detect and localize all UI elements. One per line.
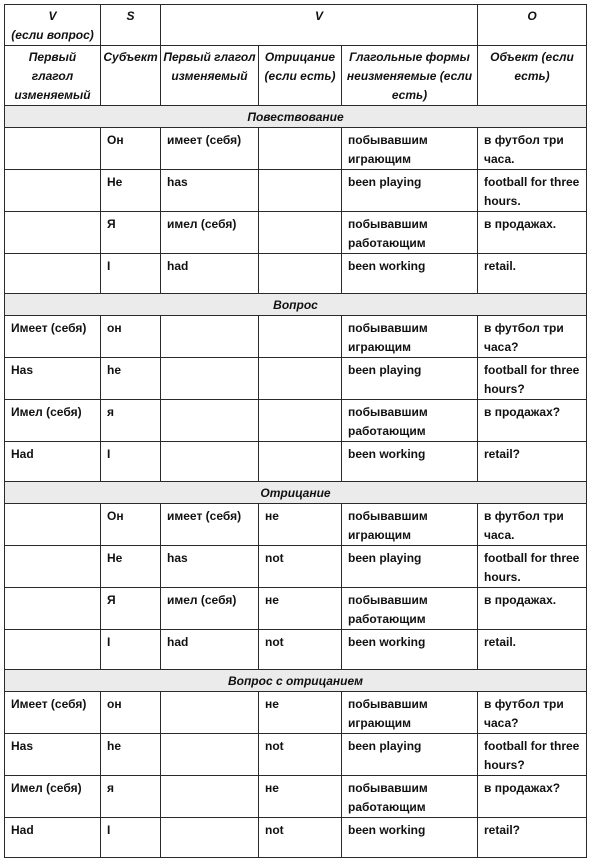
cell-negation <box>259 358 342 400</box>
section-row <box>5 670 587 692</box>
section-title: Вопрос <box>5 294 587 316</box>
cell-first-verb <box>161 818 259 858</box>
grammar-table <box>4 4 587 858</box>
cell-question-verb <box>5 546 101 588</box>
cell-verb-forms: been working <box>342 442 478 482</box>
table-row <box>5 170 587 212</box>
cell-object: retail. <box>478 254 587 294</box>
cell-negation <box>259 400 342 442</box>
cell-question-verb: Имел (себя) <box>5 400 101 442</box>
cell-first-verb: имеет (себя) <box>161 504 259 546</box>
section-row <box>5 482 587 504</box>
header-row-sub <box>5 46 587 106</box>
cell-object: в футбол три часа. <box>478 504 587 546</box>
cell-negation: not <box>259 546 342 588</box>
cell-question-verb <box>5 504 101 546</box>
cell-subject: Он <box>101 128 161 170</box>
cell-verb-forms: been working <box>342 630 478 670</box>
cell-first-verb: has <box>161 170 259 212</box>
header-verb-forms: Глагольные формы неизменяемые (если есть) <box>342 46 478 106</box>
header-first-verb: Первый глагол изменяемый <box>161 46 259 106</box>
cell-first-verb <box>161 358 259 400</box>
cell-object: в продажах. <box>478 588 587 630</box>
cell-object: retail? <box>478 442 587 482</box>
table-row <box>5 358 587 400</box>
cell-first-verb <box>161 734 259 776</box>
section-title: Вопрос с отрицанием <box>5 670 587 692</box>
cell-negation: not <box>259 630 342 670</box>
cell-negation <box>259 212 342 254</box>
table-row <box>5 546 587 588</box>
cell-verb-forms: been playing <box>342 170 478 212</box>
cell-object: в футбол три часа? <box>478 316 587 358</box>
table-row <box>5 400 587 442</box>
cell-subject: Я <box>101 212 161 254</box>
cell-object: в футбол три часа? <box>478 692 587 734</box>
cell-subject: he <box>101 358 161 400</box>
cell-subject: I <box>101 818 161 858</box>
cell-first-verb <box>161 316 259 358</box>
header-subject: Субъект <box>101 46 161 106</box>
cell-first-verb <box>161 400 259 442</box>
cell-object: football for three hours. <box>478 546 587 588</box>
cell-subject: I <box>101 442 161 482</box>
cell-first-verb: имел (себя) <box>161 588 259 630</box>
cell-verb-forms: been playing <box>342 546 478 588</box>
cell-question-verb: Had <box>5 442 101 482</box>
cell-subject: он <box>101 316 161 358</box>
cell-verb-forms: побывавшим играющим <box>342 504 478 546</box>
header-v-question: V (если вопрос) <box>5 5 101 46</box>
cell-negation: not <box>259 734 342 776</box>
cell-object: в продажах. <box>478 212 587 254</box>
cell-first-verb: had <box>161 630 259 670</box>
cell-subject: I <box>101 630 161 670</box>
cell-subject: Я <box>101 588 161 630</box>
cell-first-verb <box>161 692 259 734</box>
header-s: S <box>101 5 161 46</box>
cell-verb-forms: побывавшим работающим <box>342 212 478 254</box>
cell-negation: не <box>259 692 342 734</box>
cell-verb-forms: been playing <box>342 734 478 776</box>
cell-subject: he <box>101 734 161 776</box>
header-o: O <box>478 5 587 46</box>
cell-object: в продажах? <box>478 400 587 442</box>
cell-verb-forms: побывавшим работающим <box>342 588 478 630</box>
cell-first-verb <box>161 442 259 482</box>
table-row <box>5 630 587 670</box>
cell-verb-forms: been working <box>342 254 478 294</box>
cell-negation <box>259 170 342 212</box>
cell-subject: He <box>101 170 161 212</box>
table-row <box>5 504 587 546</box>
table-row <box>5 776 587 818</box>
table-row <box>5 734 587 776</box>
cell-question-verb: Has <box>5 734 101 776</box>
header-v: V <box>161 5 478 46</box>
cell-object: retail? <box>478 818 587 858</box>
cell-verb-forms: побывавшим играющим <box>342 316 478 358</box>
table-row <box>5 692 587 734</box>
cell-subject: I <box>101 254 161 294</box>
cell-negation: не <box>259 776 342 818</box>
cell-verb-forms: побывавшим работающим <box>342 776 478 818</box>
cell-verb-forms: побывавшим работающим <box>342 400 478 442</box>
cell-question-verb: Имеет (себя) <box>5 316 101 358</box>
cell-question-verb: Had <box>5 818 101 858</box>
section-title: Повествование <box>5 106 587 128</box>
cell-first-verb: имеет (себя) <box>161 128 259 170</box>
cell-object: football for three hours? <box>478 734 587 776</box>
cell-negation: not <box>259 818 342 858</box>
cell-subject: он <box>101 692 161 734</box>
cell-verb-forms: побывавшим играющим <box>342 692 478 734</box>
cell-negation: не <box>259 504 342 546</box>
cell-first-verb: had <box>161 254 259 294</box>
cell-negation <box>259 442 342 482</box>
cell-question-verb <box>5 630 101 670</box>
cell-first-verb: has <box>161 546 259 588</box>
cell-first-verb <box>161 776 259 818</box>
cell-question-verb <box>5 128 101 170</box>
cell-subject: He <box>101 546 161 588</box>
cell-negation <box>259 254 342 294</box>
cell-subject: я <box>101 400 161 442</box>
header-object: Объект (если есть) <box>478 46 587 106</box>
cell-question-verb <box>5 212 101 254</box>
cell-verb-forms: been playing <box>342 358 478 400</box>
cell-object: в продажах? <box>478 776 587 818</box>
cell-verb-forms: been working <box>342 818 478 858</box>
cell-question-verb: Имеет (себя) <box>5 692 101 734</box>
cell-question-verb <box>5 588 101 630</box>
table-row <box>5 588 587 630</box>
table-row <box>5 818 587 858</box>
cell-negation <box>259 316 342 358</box>
cell-object: в футбол три часа. <box>478 128 587 170</box>
cell-negation: не <box>259 588 342 630</box>
cell-question-verb <box>5 254 101 294</box>
section-row <box>5 294 587 316</box>
cell-object: football for three hours. <box>478 170 587 212</box>
table-row <box>5 442 587 482</box>
table-row <box>5 212 587 254</box>
table-row <box>5 316 587 358</box>
cell-subject: я <box>101 776 161 818</box>
cell-question-verb: Has <box>5 358 101 400</box>
section-title: Отрицание <box>5 482 587 504</box>
cell-object: retail. <box>478 630 587 670</box>
header-negation: Отрицание (если есть) <box>259 46 342 106</box>
table-row <box>5 254 587 294</box>
cell-verb-forms: побывавшим играющим <box>342 128 478 170</box>
cell-question-verb: Имел (себя) <box>5 776 101 818</box>
cell-negation <box>259 128 342 170</box>
section-row <box>5 106 587 128</box>
cell-subject: Он <box>101 504 161 546</box>
cell-first-verb: имел (себя) <box>161 212 259 254</box>
header-row-top <box>5 5 587 46</box>
table-row <box>5 128 587 170</box>
header-first-verb-left: Первый глагол изменяемый <box>5 46 101 106</box>
cell-question-verb <box>5 170 101 212</box>
cell-object: football for three hours? <box>478 358 587 400</box>
